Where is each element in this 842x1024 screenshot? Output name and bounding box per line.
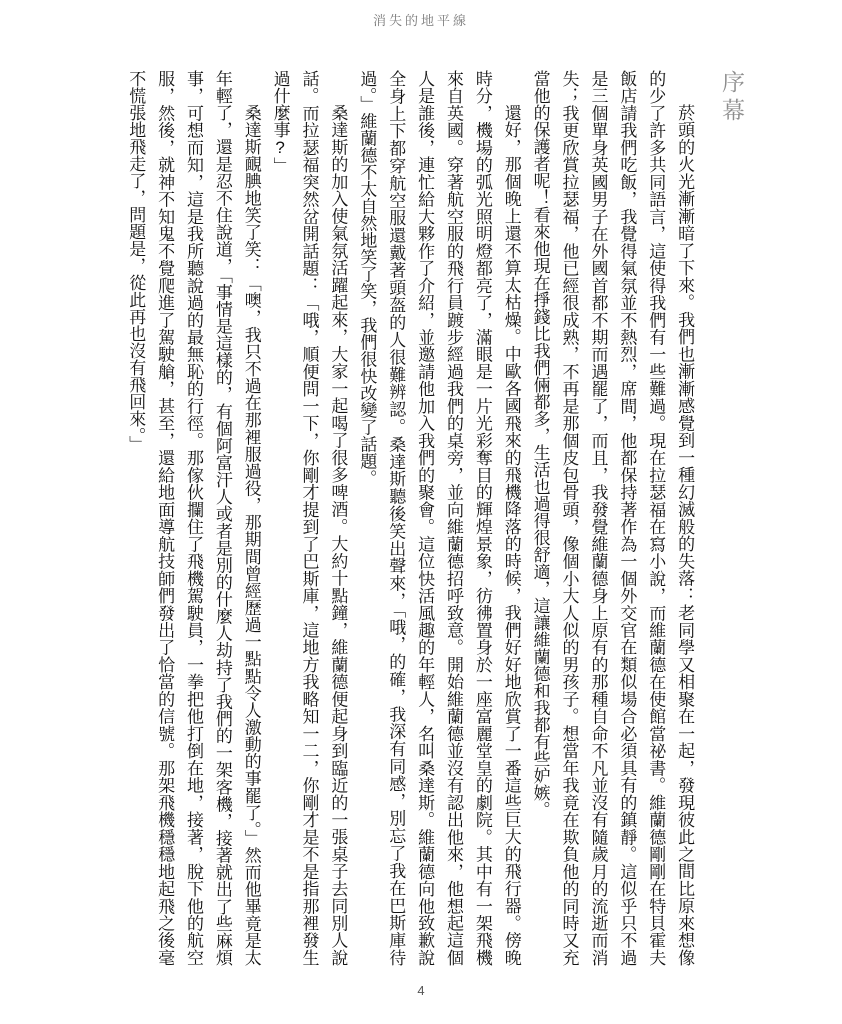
body-paragraph: 桑達斯靦腆地笑了笑：「噢，我只不過在那裡服過役，那期間曾經歷過一點點令人激動的事罷了。」然而他畢竟是太年輕了，還是忍不住說道，「事情是這樣的，有個阿富汗人或者是別的什麼人劫持了我們的一架客機，接著就出了些麻煩事，可想而知，這是我所聽說過的最無恥的行徑。那傢伙攔住了飛機駕駛員，一拳把他打倒在地，接著，脫下他的航空服，然後，就神不知鬼不覺爬進了駕駛艙，甚至，還給地面導航技師們發出了恰當的信號。那架飛機穩穩地起飛之後毫不慌張地飛走了，問題是，從此再也沒有飛回來。」 — [126, 70, 261, 966]
page-body-vertical-text — [120, 70, 746, 966]
body-paragraph: 桑達斯的加入使氣氛活躍起來，大家一起喝了很多啤酒。大約十點鐘，維蘭德便起身到臨近的一張桌子去同別人說話。而拉瑟福突然岔開話題：「哦，順便問一下，你剛才提到了巴斯庫，這地方我略知一二，你剛才是不是指那裡發生過什麼事?」 — [270, 70, 348, 966]
page-number: 4 — [417, 983, 425, 998]
chapter-heading: 序幕 — [719, 70, 745, 126]
running-title: 消失的地平線 — [372, 13, 469, 28]
body-paragraph: 菸頭的火光漸漸暗了下來。我們也漸漸感覺到一種幻滅般的失落：老同學又相聚在一起，發現彼此之間比原來想像的少了許多共同語言，這使得我們有一些難過。現在拉瑟福在寫小說，而維蘭德在使館當祕書。維蘭德剛剛在特貝霍夫飯店請我們吃飯，我覺得氣氛並不熱烈，席間，他都保持著作為一個外交官在類似場合必須具有的鎮靜。這似乎只不過是三個單身英國男子在外國首都不期而遇罷了，而且，我發覺維蘭德身上原有的那種自命不凡並沒有隨歲月的流逝而消失；我更欣賞拉瑟福，他已經很成熟，不再是那個皮包骨頭，像個小大人似的男孩子。想當年我竟在欺負他的同時又充當他的保護者呢！看來他現在掙錢比我們倆都多，生活也過得很舒適，這讓維蘭德和我都有些妒嫉。 — [530, 70, 695, 966]
body-paragraph: 還好，那個晚上還不算太枯燥。中歐各國飛來的飛機降落的時候，我們好好地欣賞了一番這些巨大的飛行器。傍晚時分，機場的弧光照明燈都亮了，滿眼是一片光彩奪目的輝煌景象，彷彿置身於一座富麗堂皇的劇院。其中有一架飛機來自英國。穿著航空服的飛行員踱步經過我們的桌旁，並向維蘭德招呼致意。開始維蘭德並沒有認出他來，他想起這個人是誰後，連忙給大夥作了介紹，並邀請他加入我們的聚會。這位快活風趣的年輕人，名叫桑達斯。維蘭德向他致歉說全身上下都穿航空服還戴著頭盔的人很難辨認。桑達斯聽後笑出聲來，「哦，的確，我深有同感，別忘了我在巴斯庫待過。」維蘭德不太自然地笑了笑，我們很快改變了話題。 — [357, 70, 521, 966]
